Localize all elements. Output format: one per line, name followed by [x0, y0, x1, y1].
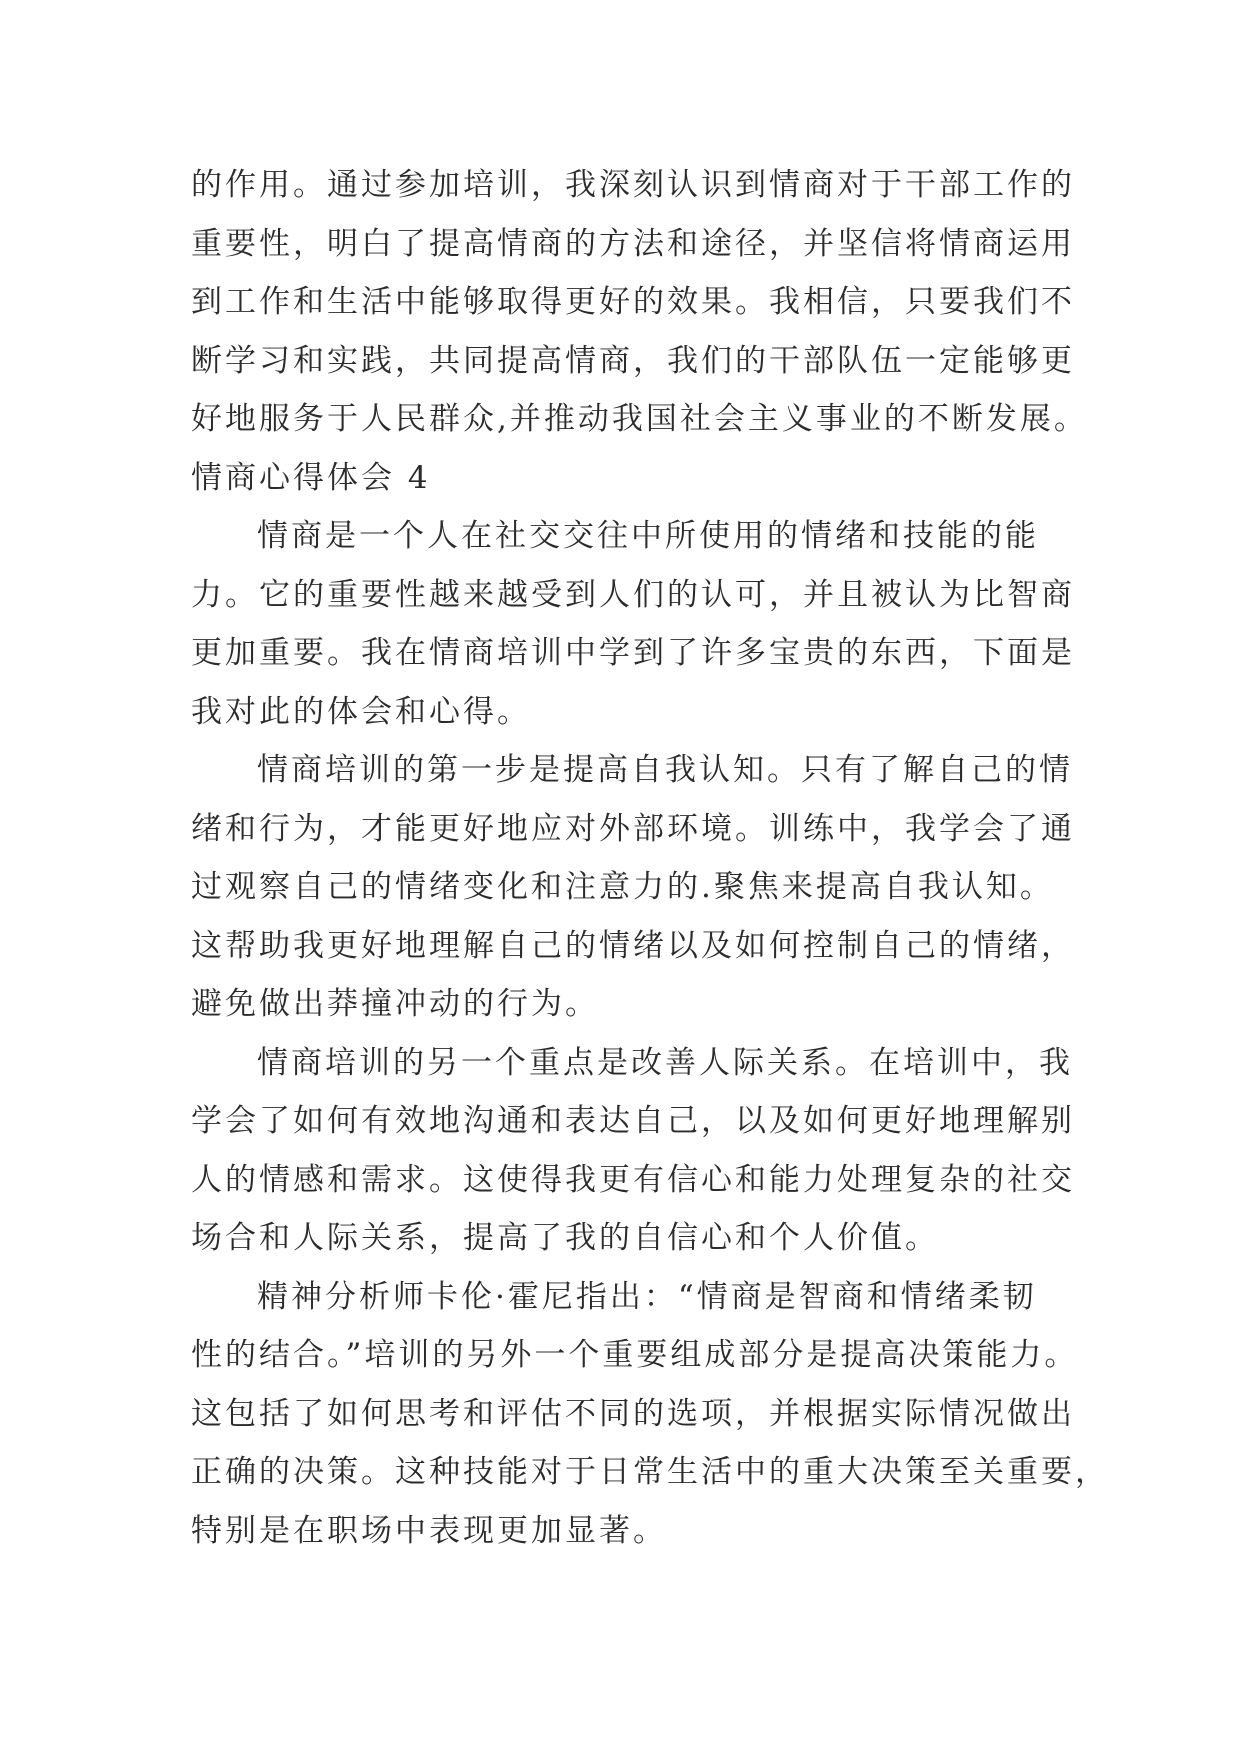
paragraph-first-line: 精神分析师卡伦·霍尼指出：“情商是智商和情绪柔韧	[257, 1278, 1037, 1315]
text-line: 性的结合。”培训的另外一个重要组成部分是提高决策能力。	[191, 1337, 1079, 1373]
text-line: 人的情感和需求。这使得我更有信心和能力处理复杂的社交	[191, 1161, 1075, 1198]
document-body	[191, 156, 1109, 1560]
section-heading: 情商心得体会 4	[191, 459, 431, 496]
text-line: 重要性，明白了提高情商的方法和途径，并坚信将情商运用	[191, 225, 1075, 262]
paragraph-first-line: 情商是一个人在社交交往中所使用的情绪和技能的能	[257, 518, 1039, 554]
text-line: 过观察自己的情绪变化和注意力的.聚焦来提高自我认知。	[191, 869, 1054, 905]
text-line: 更加重要。我在情商培训中学到了许多宝贵的东西，下面是	[191, 635, 1075, 671]
text-line: 正确的决策。这种技能对于日常生活中的重大决策至关重要，	[191, 1454, 1109, 1490]
text-line: 我对此的体会和心得。	[191, 693, 531, 730]
text-line: 这包括了如何思考和评估不同的选项，并根据实际情况做出	[191, 1395, 1075, 1432]
text-line: 场合和人际关系，提高了我的自信心和个人价值。	[191, 1220, 939, 1256]
paragraph-first-line: 情商培训的另一个重点是改善人际关系。在培训中，我	[257, 1044, 1073, 1081]
text-line: 绪和行为，才能更好地应对外部环境。训练中，我学会了通	[191, 810, 1075, 847]
paragraph-first-line: 情商培训的第一步是提高自我认知。只有了解自己的情	[257, 752, 1073, 788]
text-line: 避免做出莽撞冲动的行为。	[191, 986, 599, 1022]
text-line: 好地服务于人民群众,并推动我国社会主义事业的不断发展。	[191, 401, 1088, 437]
text-line: 学会了如何有效地沟通和表达自己，以及如何更好地理解别	[191, 1103, 1075, 1139]
text-line: 力。它的重要性越来越受到人们的认可，并且被认为比智商	[191, 576, 1075, 613]
text-line: 特别是在职场中表现更加显著。	[191, 1512, 667, 1549]
text-line: 断学习和实践，共同提高情商，我们的干部队伍一定能够更	[191, 342, 1075, 379]
text-line: 到工作和生活中能够取得更好的效果。我相信，只要我们不	[191, 284, 1075, 320]
text-line: 这帮助我更好地理解自己的情绪以及如何控制自己的情绪，	[191, 927, 1075, 964]
text-line: 的作用。通过参加培训，我深刻认识到情商对于干部工作的	[191, 167, 1075, 203]
